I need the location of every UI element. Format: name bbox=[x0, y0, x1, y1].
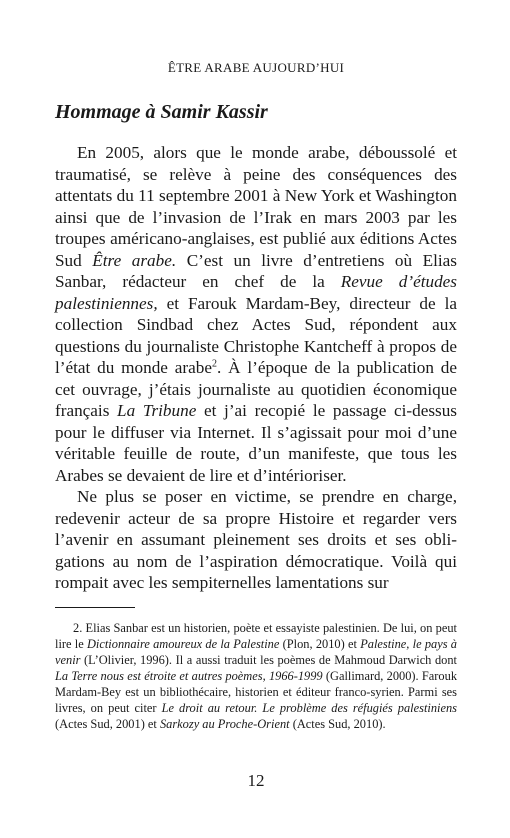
body-text bbox=[55, 142, 457, 594]
footnote-text-1: Elias Sanbar est un historien, poète et essayiste palestinien. De lui, on peut lire le bbox=[55, 621, 457, 651]
footnote-text-4: (Gallimard, 2000). Farouk Mardam-Bey est un bibliothécaire, historien et éditeur franco-syrien. Parmi ses livres, on peut citer bbox=[55, 669, 458, 715]
newspaper-title: La Tribune bbox=[117, 401, 197, 420]
paragraph-1-text-5: et j’ai recopié le passage ci-dessus pour le diffuser via Internet. Il s’agissait pour moi d’une véritable feuille de route, d’un manifeste, que tous les Arabes se devaient de lire et d’intérioriser. bbox=[55, 401, 457, 485]
paragraph-1-text-3: et Farouk Mardam-Bey, directeur de la collection Sindbad chez Actes Sud, répondent aux questions du journaliste Christophe Kantcheff à propos de l’état du monde arabe bbox=[55, 293, 457, 377]
book-page bbox=[55, 0, 457, 838]
footnote-text-2: (Plon, 2010) et bbox=[279, 637, 361, 651]
paragraph-1-text-2: C’est un livre d’entretiens où Elias Sanbar, rédacteur en chef de la bbox=[55, 250, 457, 291]
paragraph-2: Ne plus se poser en victime, se prendre en charge, redevenir acteur de sa propre Histoire et regarder vers l’avenir en assumant pleinement ses droits et ses obligations au nom de l’aspiration démocratique. Voilà qui rompait avec les sempiternelles lamentations sur bbox=[55, 487, 457, 592]
paragraph-1-text-4: . À l’époque de la publication de cet ouvrage, j’étais journaliste au quotidien économique français bbox=[55, 358, 457, 420]
journal-title: Revue d’études palestiniennes, bbox=[55, 272, 457, 313]
book-title-etre-arabe: Être arabe. bbox=[92, 250, 177, 270]
footnote-book-4: Le droit au retour. Le problème des réfugiés palestiniens bbox=[161, 701, 457, 715]
footnote-book-5: Sarkozy au Proche-Orient bbox=[159, 717, 290, 731]
footnote-book-2: Palestine, le pays à venir bbox=[55, 637, 457, 667]
footnote-book-3: La Terre nous est étroite et autres poèmes, 1966-1999 bbox=[55, 669, 323, 683]
footnote-separator bbox=[55, 607, 135, 608]
footnote-book-1: Dictionnaire amoureux de la Palestine bbox=[86, 637, 280, 651]
paragraph-1 bbox=[55, 142, 457, 486]
paragraph-1-text-1: En 2005, alors que le monde arabe, déboussolé et traumatisé, se relève à peine des conséquences des attentats du 11 septembre 2001 à New York et Washington ainsi que de l’invasion de l’Irak en mars 2003 par les troupes américano-anglaises, est publié aux éditions Actes Sud bbox=[55, 143, 457, 270]
footnote-reference: 2 bbox=[211, 358, 217, 370]
page-number: 12 bbox=[247, 771, 265, 790]
running-header: ÊTRE ARABE AUJOURD’HUI bbox=[167, 60, 345, 75]
footnote-number: 2. bbox=[73, 621, 83, 635]
footnote-text-6: (Actes Sud, 2010). bbox=[289, 717, 386, 731]
footnote bbox=[55, 620, 457, 732]
footnote-text-3: (L’Olivier, 1996). Il a aussi traduit les poèmes de Mahmoud Darwich dont bbox=[80, 653, 457, 667]
section-title: Hommage à Samir Kassir bbox=[55, 101, 268, 123]
footnote-text-5: (Actes Sud, 2001) et bbox=[55, 717, 160, 731]
